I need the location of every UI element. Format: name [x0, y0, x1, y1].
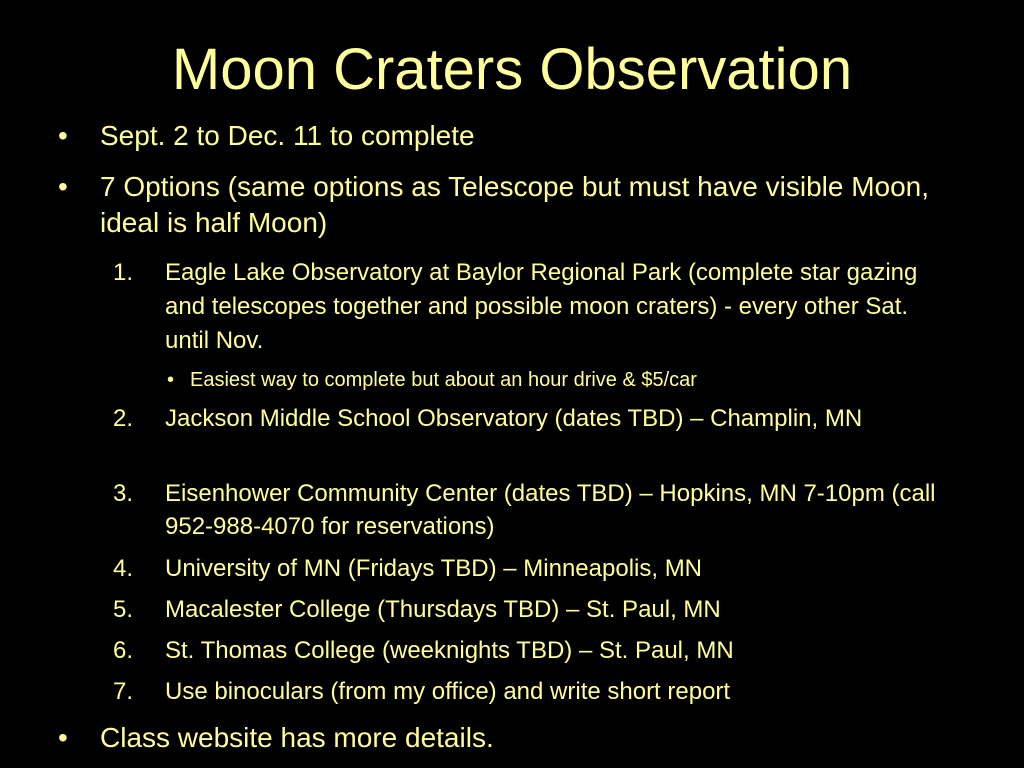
option-number: 6. [113, 637, 134, 664]
option-number: 7. [113, 678, 134, 705]
option-text: Eisenhower Community Center (dates TBD) – Hopkins, MN 7-10pm (call 952-988-4070 for reservations) [165, 480, 936, 540]
bullet-dates [58, 118, 960, 154]
slide-title: Moon Craters Observation [171, 37, 853, 102]
option-1-sub-note [167, 366, 960, 394]
option-item-7 [113, 674, 955, 709]
bullet-icon: • [58, 120, 68, 151]
bullet-website [58, 720, 960, 756]
option-text: University of MN (Fridays TBD) – Minneapolis, MN [165, 555, 703, 582]
option-item-2 [113, 401, 955, 436]
option-text: St. Thomas College (weeknights TBD) – St. Paul, MN [165, 637, 734, 664]
option-text: Macalester College (Thursdays TBD) – St. Paul, MN [165, 596, 721, 623]
bullet-dates-text: Sept. 2 to Dec. 11 to complete [100, 120, 475, 151]
option-item-1 [113, 256, 955, 358]
bullet-icon: • [58, 722, 68, 753]
bullet-options [58, 169, 960, 241]
option-number: 3. [113, 480, 134, 507]
option-item-4 [113, 551, 955, 586]
option-text: Use binoculars (from my office) and write short report [165, 678, 731, 705]
option-number: 5. [113, 596, 134, 623]
option-text: Eagle Lake Observatory at Baylor Regional Park (complete star gazing and telescopes together and possible moon craters) - every other Sat. until Nov. [165, 259, 918, 354]
option-number: 2. [113, 405, 134, 432]
option-text: Jackson Middle School Observatory (dates TBD) – Champlin, MN [165, 405, 863, 432]
option-item-5 [113, 592, 955, 627]
option-item-3 [113, 477, 955, 543]
option-number: 1. [113, 259, 134, 286]
bullet-icon: • [167, 369, 175, 391]
option-item-6 [113, 633, 955, 668]
bullet-options-text: 7 Options (same options as Telescope but must have visible Moon, ideal is half Moon) [100, 171, 930, 238]
bullet-icon: • [58, 171, 68, 202]
option-number: 4. [113, 555, 134, 582]
sub-note-text: Easiest way to complete but about an hour drive & $5/car [190, 369, 697, 391]
bullet-website-text: Class website has more details. [100, 722, 494, 753]
